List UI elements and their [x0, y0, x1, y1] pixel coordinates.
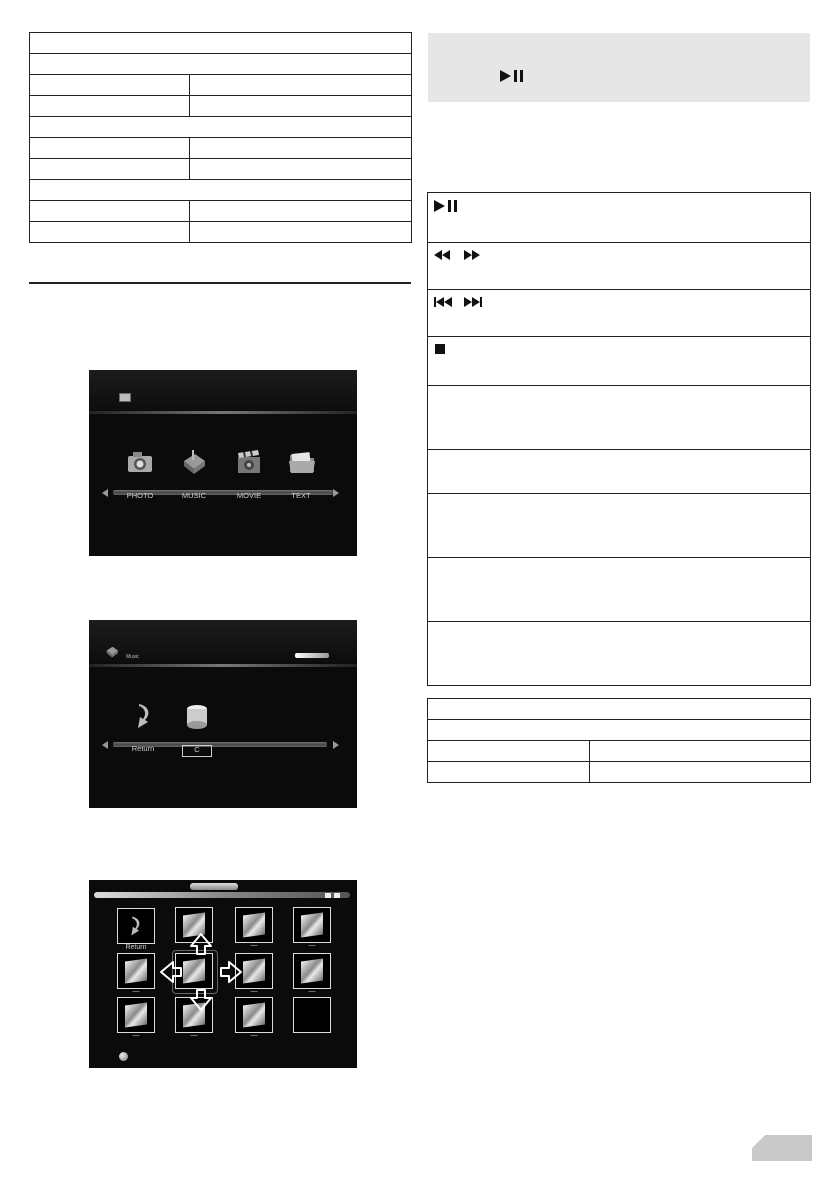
table-row [30, 138, 412, 159]
next-icon [464, 297, 482, 307]
previous-icon [434, 297, 452, 307]
thumbnail-caption: — [250, 942, 258, 949]
play-pause-icon [500, 70, 524, 82]
table-row [428, 762, 811, 783]
table-row [30, 33, 412, 54]
folder-icon[interactable] [288, 450, 316, 474]
file-icon [243, 958, 265, 983]
table-row [428, 699, 811, 720]
controls-table [427, 192, 811, 686]
table-cell [30, 222, 190, 243]
table-cell [590, 741, 811, 762]
header-bar [89, 370, 357, 410]
header-divider [89, 664, 357, 667]
table-cell [428, 720, 811, 741]
drive-c-label[interactable]: C [194, 745, 200, 754]
path-bar [94, 892, 350, 898]
table-cell [30, 75, 190, 96]
settings-table-left [29, 32, 412, 243]
table-cell [190, 201, 412, 222]
table-cell [190, 159, 412, 180]
control-row [428, 386, 810, 450]
file-icon [125, 958, 147, 983]
table-row [30, 159, 412, 180]
return-label[interactable]: Return [131, 744, 155, 753]
navigation-arrows-icon [159, 932, 243, 1012]
table-cell [190, 75, 412, 96]
file-icon [125, 1002, 147, 1027]
scroll-right-arrow[interactable] [333, 489, 339, 497]
category-label-text[interactable]: TEXT [291, 491, 311, 500]
file-icon [301, 912, 323, 937]
control-row-stop [428, 337, 810, 386]
table-cell [30, 96, 190, 117]
camera-icon[interactable] [127, 450, 153, 474]
file-thumbnail[interactable] [293, 907, 331, 943]
music-player-icon [104, 644, 120, 658]
music-drive-screen [89, 620, 357, 808]
table-row [428, 741, 811, 762]
return-arrow-icon[interactable] [135, 702, 153, 730]
fast-forward-icon [464, 250, 480, 260]
thumbnail-caption: — [132, 988, 140, 995]
disk-icon[interactable] [186, 704, 208, 730]
table-cell [190, 96, 412, 117]
thumbnail-caption: — [132, 1032, 140, 1039]
window-button[interactable] [334, 893, 340, 898]
control-row [428, 450, 810, 494]
control-row-play-pause [428, 193, 810, 243]
table-cell [30, 117, 412, 138]
table-cell [428, 699, 811, 720]
table-row [30, 201, 412, 222]
file-thumbnail[interactable] [117, 997, 155, 1033]
thumbnail-caption: — [308, 988, 316, 995]
category-label-photo[interactable]: PHOTO [126, 491, 154, 500]
table-cell [590, 762, 811, 783]
thumbnail-caption: — [250, 1032, 258, 1039]
thumbnail-caption: — [250, 988, 258, 995]
return-thumbnail[interactable] [117, 908, 155, 944]
scroll-left-arrow[interactable] [102, 489, 108, 497]
window-button[interactable] [325, 893, 331, 898]
control-row-rewind-forward [428, 243, 810, 290]
header-divider [89, 411, 357, 414]
control-row [428, 558, 810, 622]
title-tab [190, 883, 238, 890]
status-dot-icon [119, 1052, 128, 1061]
clapperboard-icon[interactable] [236, 449, 262, 475]
thumbnail-caption: — [190, 1032, 198, 1039]
rewind-icon [434, 250, 450, 260]
file-icon [243, 912, 265, 937]
table-row [30, 117, 412, 138]
table-row [428, 720, 811, 741]
table-cell [30, 201, 190, 222]
empty-thumbnail[interactable] [293, 997, 331, 1033]
header-slider [295, 653, 329, 658]
table-row [30, 75, 412, 96]
screen-title: Music [126, 654, 140, 660]
play-pause-icon [434, 200, 458, 212]
media-home-screen [89, 370, 357, 556]
return-arrow-icon [129, 914, 143, 938]
table-cell [30, 33, 412, 54]
table-cell [30, 159, 190, 180]
usb-drive-icon [119, 393, 131, 402]
file-icon [301, 958, 323, 983]
thumbnail-caption: — [308, 942, 316, 949]
scroll-left-arrow[interactable] [102, 741, 108, 749]
table-row [30, 180, 412, 201]
table-cell [190, 138, 412, 159]
category-label-movie[interactable]: MOVIE [236, 491, 262, 500]
control-row-prev-next [428, 290, 810, 337]
file-thumbnail[interactable] [293, 953, 331, 989]
table-row [30, 54, 412, 75]
table-row [30, 222, 412, 243]
section-divider [29, 282, 411, 284]
file-thumbnail[interactable] [117, 953, 155, 989]
table-cell [30, 180, 412, 201]
table-cell [428, 762, 590, 783]
thumbnail-caption: Return [125, 944, 147, 951]
file-grid-screen [89, 880, 357, 1068]
table-cell [30, 138, 190, 159]
table-cell [30, 54, 412, 75]
file-icon [243, 1002, 265, 1027]
stop-icon [435, 344, 445, 354]
table-cell [428, 741, 590, 762]
control-row [428, 622, 810, 685]
scroll-right-arrow[interactable] [333, 741, 339, 749]
table-cell [190, 222, 412, 243]
table-row [30, 96, 412, 117]
note-box [428, 33, 810, 102]
settings-table-right [427, 698, 811, 783]
control-row [428, 494, 810, 558]
category-label-music[interactable]: MUSIC [181, 491, 207, 500]
page-number-tab [752, 1135, 812, 1161]
music-player-icon[interactable] [181, 449, 207, 475]
